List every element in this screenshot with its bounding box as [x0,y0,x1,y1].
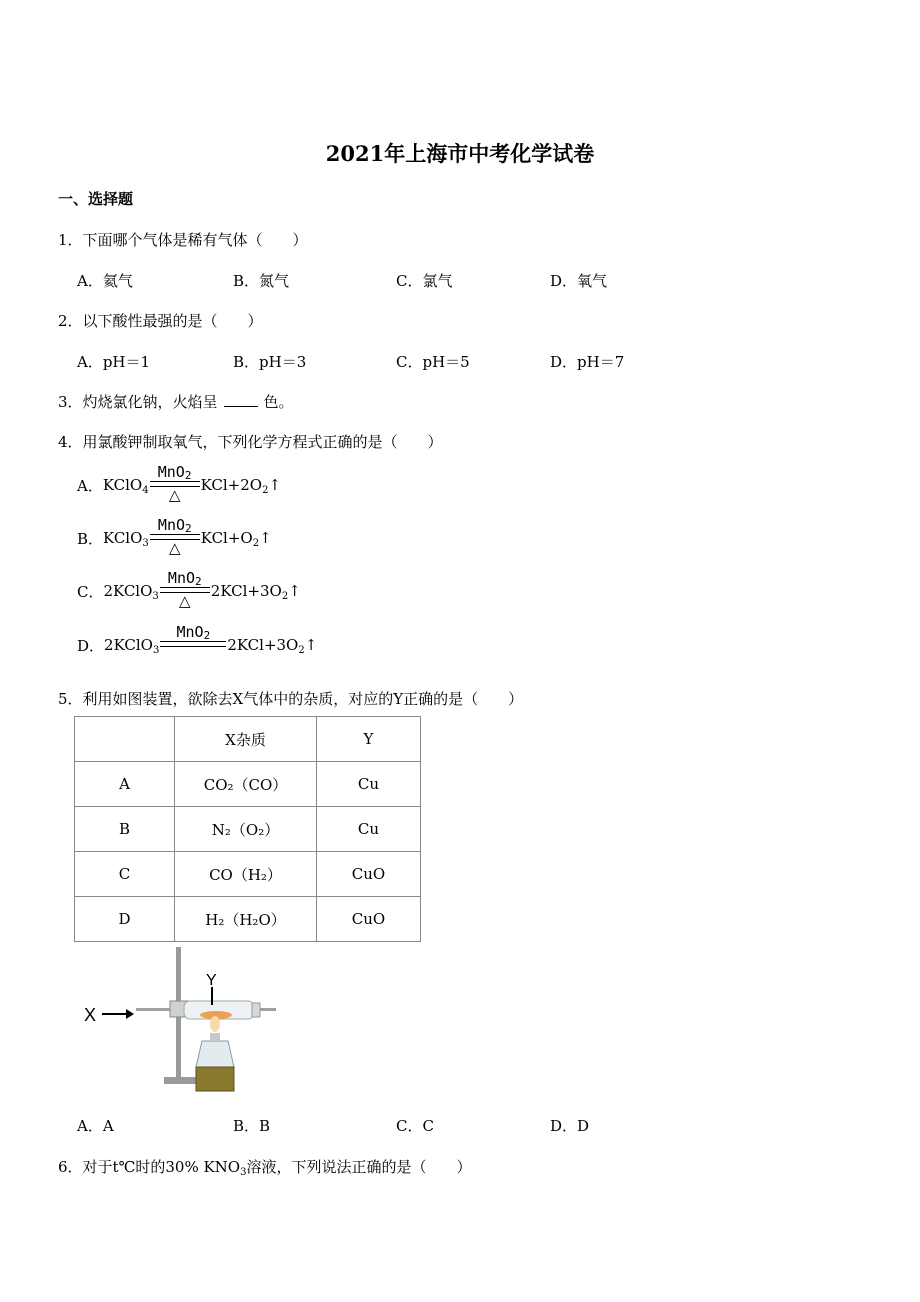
gas-arrow-icon: ↑ [304,636,318,654]
reaction-condition: MnO$_2$ [160,624,226,662]
product: $KCl+O_2↑$ [200,529,272,549]
product: $2KCl+3O_2↑$ [227,636,318,656]
table-cell: B [75,807,175,852]
table-cell: Cu [317,807,421,852]
table-cell: Cu [317,762,421,807]
alcohol-burner [196,1041,234,1067]
table-header: Y [317,717,421,762]
section-heading: 一、选择题 [58,190,134,208]
page-title: 2021年上海市中考化学试卷 [325,141,595,166]
label-y: Y [206,972,217,989]
table-cell: CuO [317,897,421,942]
table-cell: D [75,897,175,942]
gas-arrow-icon: ↑ [268,476,282,494]
label-x: X [84,1005,97,1025]
q4-option-d[interactable] [77,623,318,664]
table-cell: C [75,852,175,897]
gas-arrow-icon: ↑ [259,529,272,547]
table-cell: CO（H₂） [175,852,317,897]
table-row [75,897,421,942]
q3-text: 3．灼烧氯化钠，火焰呈 [58,393,218,411]
table-header-row [75,717,421,762]
equals-line [160,641,226,647]
gas-arrow-icon: ↑ [288,582,301,600]
question-1: 1．下面哪个气体是稀有气体（ ） [58,231,308,249]
option-label: D． [77,636,105,655]
table-cell: CuO [317,852,421,897]
q2-option-c[interactable]: C．pH＝5 [396,353,470,371]
q1-option-d[interactable]: D．氧气 [550,272,608,290]
table-header: X杂质 [175,717,317,762]
q1-option-b[interactable]: B．氮气 [233,272,290,290]
heat-symbol: △ [179,592,191,610]
option-label: A． [77,476,103,495]
flame [210,1016,220,1032]
q2-option-b[interactable]: B．pH＝3 [233,353,307,371]
reactant: 2KClO$_3$ [104,636,160,656]
question-2: 2．以下酸性最强的是（ ） [58,312,263,330]
support-block [196,1067,234,1091]
heat-symbol: △ [168,486,181,504]
question-4: 4．用氯酸钾制取氧气，下列化学方程式正确的是（ ） [58,433,443,451]
q5-option-c[interactable]: C．C [396,1117,434,1135]
q5-option-b[interactable]: B．B [233,1117,271,1135]
q5-option-a[interactable]: A．A [77,1117,114,1135]
option-label: B． [77,529,104,548]
q4-option-a[interactable] [77,463,282,504]
table-cell: A [75,762,175,807]
q3-text-end: 色。 [263,393,294,411]
apparatus-figure [76,945,286,1095]
heat-symbol: △ [169,539,181,557]
table-row [75,807,421,852]
q2-option-a[interactable]: A．pH＝1 [77,353,151,371]
table-cell: N₂（O₂） [175,807,317,852]
inlet-tube [136,1008,170,1011]
product: $KCl+2O_2↑$ [200,476,282,496]
outlet-tube [260,1008,276,1011]
q5-option-d[interactable]: D．D [550,1117,590,1135]
reactant: 2KClO$_3$ [103,582,159,602]
q4-option-c[interactable] [77,569,301,610]
question-3 [58,391,294,412]
table-row [75,762,421,807]
q2-option-d[interactable]: D．pH＝7 [550,353,625,371]
q4-option-b[interactable] [77,516,272,557]
q5-table [74,716,421,942]
reactant: KClO$_4$ [102,476,149,496]
question-6: 6．对于t℃时的30% $KNO_3$溶液，下列说法正确的是（ ） [58,1158,472,1178]
table-row [75,852,421,897]
reaction-condition: MnO$_2$ △ [150,464,200,502]
q1-option-c[interactable]: C．氯气 [396,272,453,290]
table-header [75,717,175,762]
table-cell: H₂（H₂O） [175,897,317,942]
reaction-condition: MnO$_2$ △ [150,517,200,555]
q3-answer-blank[interactable] [224,392,258,407]
reaction-condition: MnO$_2$ △ [160,570,210,608]
q1-option-a[interactable]: A．氦气 [77,272,133,290]
product: $2KCl+3O_2↑$ [210,582,301,602]
question-5: 5．利用如图装置，欲除去X气体中的杂质，对应的Y正确的是（ ） [58,690,524,708]
reactant: KClO$_3$ [103,529,149,549]
option-label: C． [77,582,104,601]
table-cell: CO₂（CO） [175,762,317,807]
stopper [252,1003,260,1017]
